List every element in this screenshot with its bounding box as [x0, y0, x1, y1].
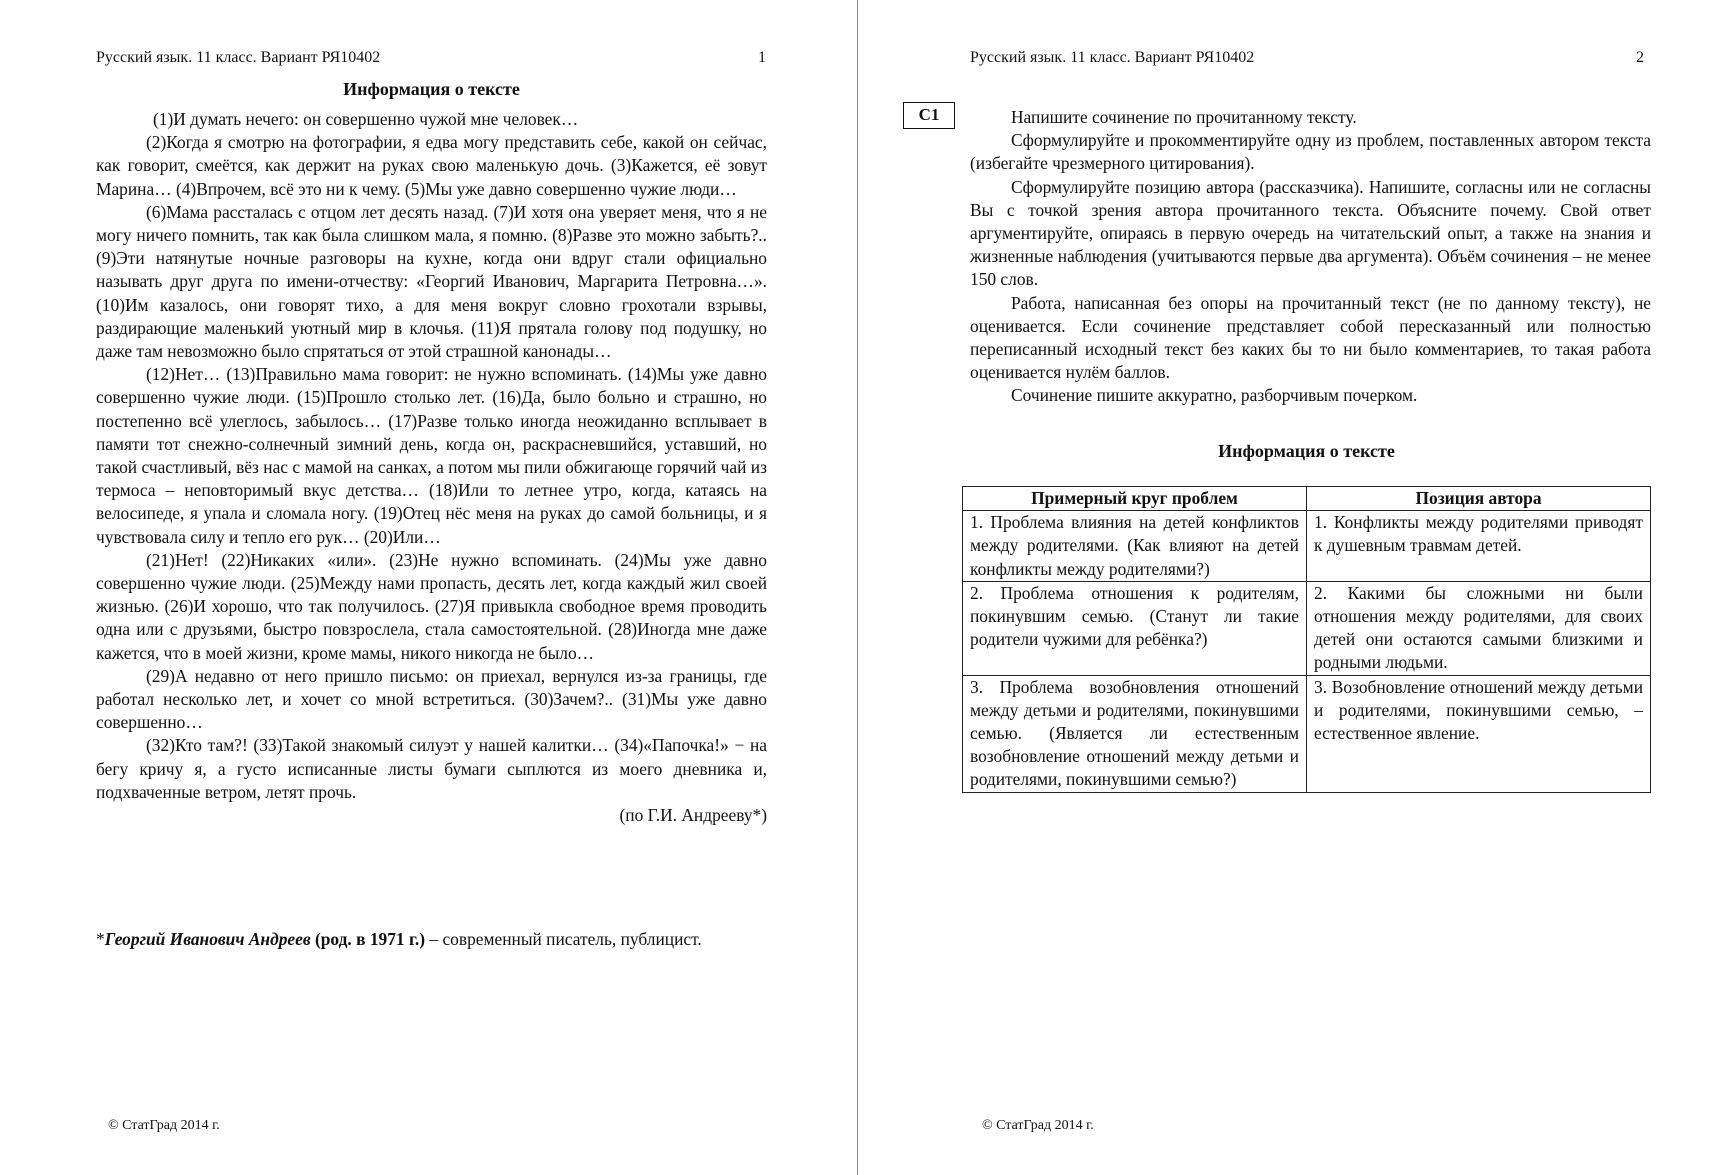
page-number: 1 [758, 49, 766, 66]
task-label-box: С1 [903, 102, 955, 129]
story-paragraph: (2)Когда я смотрю на фотографии, я едва могу представить себе, какой он сейчас, как говорит, смеётся, как держит на руках свою маленькую дочь. (3)Кажется, её зовут Марина… (4)Впрочем, всё это ни к чему. (5)Мы уже давно совершенно чужие люди… [96, 132, 767, 199]
story-paragraph: (1)И думать нечего: он совершенно чужой мне человек… [153, 109, 579, 129]
footnote-mark: * [96, 929, 105, 949]
position-cell: 3. Возобновление отношений между детьми и родителями, покинувшими семью, – естественное явление. [1307, 675, 1651, 792]
position-cell: 2. Какими бы сложными ни были отношения между родителями, для своих детей они остаются самыми близкими и родными людьми. [1307, 581, 1651, 675]
table-row [963, 581, 1651, 675]
story-paragraph: (12)Нет… (13)Правильно мама говорит: не нужно вспоминать. (14)Мы уже давно совершенно чужие люди. (15)Прошло столько лет. (16)Да, было больно и страшно, но постепенно всё улеглось, забылось… (17)Разве только иногда неожиданно всплывает в памяти тот снежно-солнечный зимний день, когда он, раскрасневшийся, уставший, но такой счастливый, вёз нас с мамой на санках, а потом мы пили обжигающе горячий чай из термоса – неповторимый вкус детства… (18)Или то летнее утро, когда, катаясь на велосипеде, я упала и сломала ногу. (19)Отец нёс меня на руках до самой больницы, и я чувствовала силу и тепло его рук… (20)Или… [96, 364, 767, 547]
story-paragraph: (6)Мама рассталась с отцом лет десять назад. (7)И хотя она уверяет меня, что я не могу ничего помнить, так как была слишком мала, я помню. (8)Разве это можно забыть?.. (9)Эти натянутые ночные разговоры на кухне, когда они вдруг стали официально называть друг друга по имени-отчеству: «Георгий Иванович, Маргарита Петровна…». (10)Им казалось, они говорят тихо, а для меня вокруг словно грохотали взрывы, раздирающие маленький уютный мир в клочья. (11)Я прятала голову под подушку, но даже там невозможно было спрятаться от этой страшной канонады… [96, 201, 767, 362]
story-paragraph: (32)Кто там?! (33)Такой знакомый силуэт у нашей калитки… (34)«Папочка!» − на бегу кричу я, а густо исписанные листы бумаги сыплются из моего дневника и, подхваченные ветром, летят прочь. [96, 735, 767, 802]
column-header: Примерный круг проблем [963, 487, 1307, 511]
story-paragraph: (29)А недавно от него пришло письмо: он приехал, вернулся из-за границы, где работал несколько лет, и хочет со мной встретиться. (30)Зачем?.. (31)Мы уже давно совершенно… [96, 665, 767, 733]
problem-cell: 1. Проблема влияния на детей конфликтов между родителями. (Как влияют на детей конфликты между родителями?) [963, 511, 1307, 582]
table-row [963, 675, 1651, 792]
task-paragraph: Напишите сочинение по прочитанному тексту. [1011, 107, 1357, 127]
left-page [0, 0, 857, 1175]
author-note [96, 928, 767, 951]
table-header-row [963, 487, 1651, 511]
page-header: Русский язык. 11 класс. Вариант РЯ10402 [96, 49, 381, 66]
task-paragraph: Сформулируйте позицию автора (рассказчика). Напишите, согласны или не согласны Вы с точкой зрения автора прочитанного текста. Объясните почему. Свой ответ аргументируйте, опираясь в первую очередь на читательский опыт, а также на знания и жизненные наблюдения (учитываются первые два аргумента). Объём сочинения – не менее 150 слов. [970, 176, 1651, 290]
problems-table [962, 486, 1651, 793]
page-number: 2 [1636, 49, 1644, 66]
task-paragraph: Сочинение пишите аккуратно, разборчивым почерком. [1011, 385, 1418, 406]
page-footer: © СтатГрад 2014 г. [108, 1118, 220, 1133]
problem-cell: 3. Проблема возобновления отношений между детьми и родителями, покинувшими семью. (Является ли естественным возобновление отношений между детьми и родителями, покинувшими семью?) [963, 675, 1307, 792]
table-row [963, 511, 1651, 582]
task-paragraph: Работа, написанная без опоры на прочитанный текст (не по данному тексту), не оценивается. Если сочинение представляет собой пересказанный или полностью переписанный исходный текст без каких бы то ни было комментариев, то такая работа оценивается нулём баллов. [970, 292, 1651, 383]
page-footer: © СтатГрад 2014 г. [982, 1118, 1094, 1133]
right-page [858, 0, 1716, 1175]
author-description: – современный писатель, публицист. [425, 929, 702, 949]
problem-cell: 2. Проблема отношения к родителям, покинувшим семью. (Станут ли такие родители чужими для ребёнка?) [963, 581, 1307, 675]
position-cell: 1. Конфликты между родителями приводят к душевным травмам детей. [1307, 511, 1651, 582]
text-info-title: Информация о тексте [343, 79, 520, 99]
column-header: Позиция автора [1307, 487, 1651, 511]
author-years: (род. в 1971 г.) [310, 929, 426, 949]
task-paragraph: Сформулируйте и прокомментируйте одну из проблем, поставленных автором текста (избегайте чрезмерного цитирования). [970, 130, 1651, 174]
author-name: Георгий Иванович Андреев [104, 929, 311, 949]
story-paragraph: (21)Нет! (22)Никаких «или». (23)Не нужно вспоминать. (24)Мы уже давно совершенно чужие люди. (25)Между нами пропасть, десять лет, когда каждый жил своей жизнью. (26)И хорошо, что так получилось. (27)Я привыкла свободное время проводить одна или с друзьями, быстро повзрослела, стала самостоятельной. (28)Иногда мне даже кажется, что в моей жизни, кроме мамы, никого никогда не было… [96, 549, 767, 663]
story-text [96, 108, 767, 827]
text-info-title: Информация о тексте [1218, 441, 1395, 461]
attribution: (по Г.И. Андрееву*) [619, 805, 767, 826]
page-header: Русский язык. 11 класс. Вариант РЯ10402 [970, 49, 1255, 66]
task-instructions [970, 106, 1651, 408]
